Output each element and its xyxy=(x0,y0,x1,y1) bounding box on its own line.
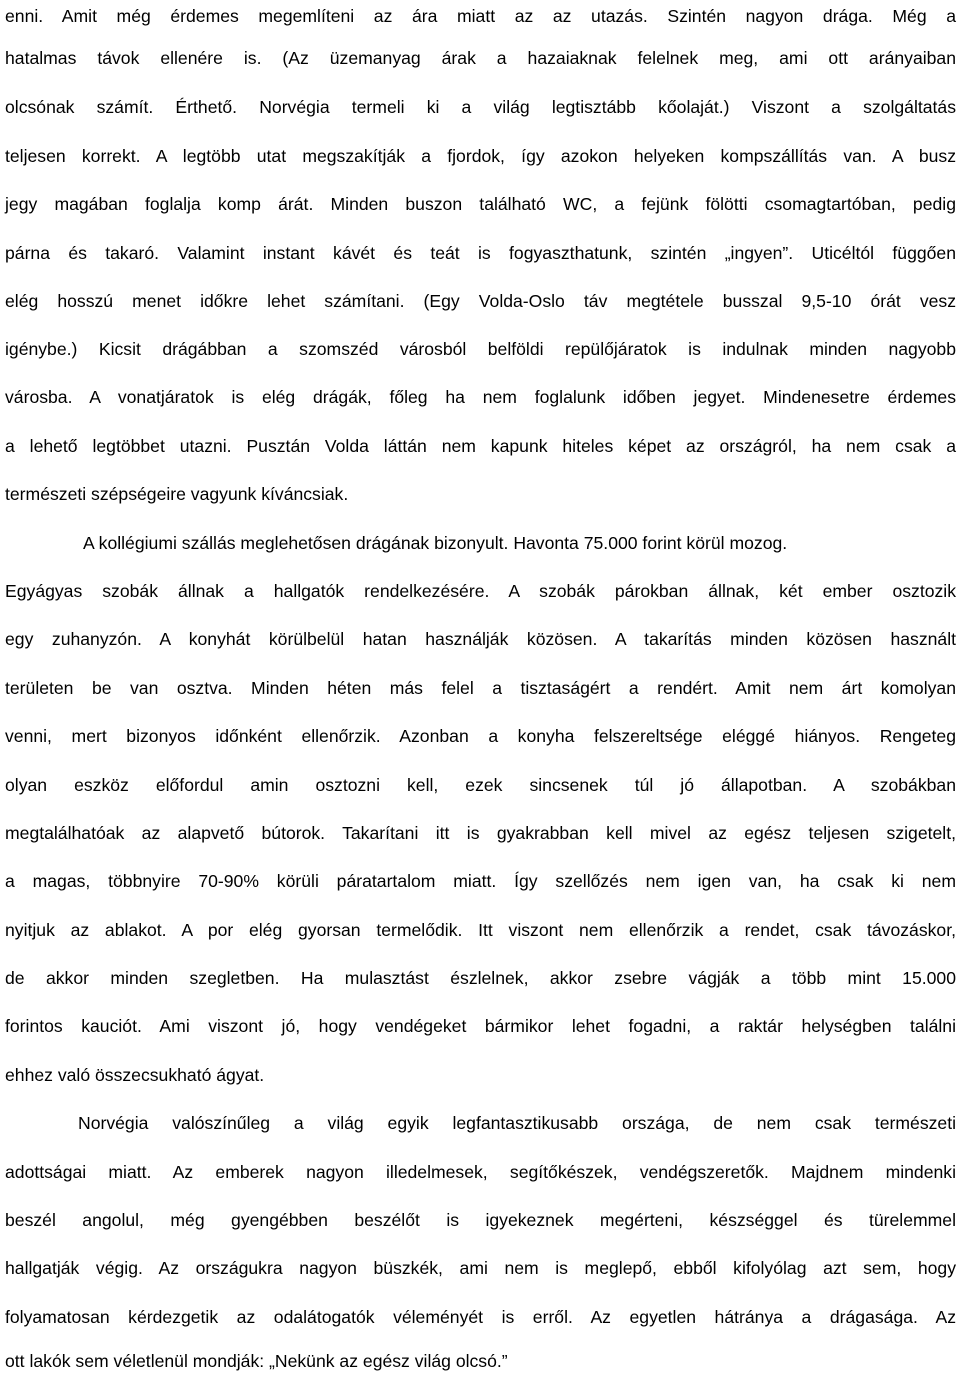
text-line: forintos kauciót. Ami viszont jó, hogy vendégeket bármikor lehet fogadni, a raktár helységben találni xyxy=(5,1016,956,1036)
text-line: ehhez való összecsukható ágyat. xyxy=(5,1065,265,1085)
text-line: enni. Amit még érdemes megemlíteni az ára miatt az az utazás. Szintén nagyon drága. Még a xyxy=(5,6,956,26)
text-line: elég hosszú menet időkre lehet számítani. (Egy Volda-Oslo táv megtétele busszal 9,5-10 órát vesz xyxy=(5,291,956,311)
text-line: beszél angolul, még gyengébben beszélőt is igyekeznek megérteni, készséggel és türelemmel xyxy=(5,1210,956,1230)
text-line: természeti szépségeire vagyunk kíváncsiak. xyxy=(5,484,349,504)
text-line: venni, mert bizonyos időnként ellenőrzik. Azonban a konyha felszereltsége eléggé hiányos. Rengeteg xyxy=(5,726,956,746)
text-line: városba. A vonatjáratok is elég drágák, főleg ha nem foglalunk időben jegyet. Mindenesetre érdemes xyxy=(5,387,956,407)
text-line: párna és takaró. Valamint instant kávét és teát is fogyaszthatunk, szintén „ingyen”. Uticéltól függően xyxy=(5,243,956,263)
text-line: jegy magában foglalja komp árát. Minden buszon található WC, a fejünk fölötti csomagtartóban, pedig xyxy=(5,194,956,214)
text-line: hatalmas távok ellenére is. (Az üzemanyag árak a hazaiaknak felelnek meg, ami ott arányaiban xyxy=(5,48,956,68)
text-line: egy zuhanyzón. A konyhát körülbelül hatan használják közösen. A takarítás minden közösen használt xyxy=(5,629,956,649)
text-line: igénybe.) Kicsit drágábban a szomszéd városból belföldi repülőjáratok is indulnak minden nagyobb xyxy=(5,339,956,359)
text-line: a magas, többnyire 70-90% körüli páratartalom miatt. Így szellőzés nem igen van, ha csak ki nem xyxy=(5,871,956,891)
paragraph-first-line: Norvégia valószínűleg a világ egyik legfantasztikusabb országa, de nem csak természeti xyxy=(78,1113,956,1133)
text-line: Egyágyas szobák állnak a hallgatók rendelkezésére. A szobák párokban állnak, két ember osztozik xyxy=(5,581,956,601)
paragraph-first-line: A kollégiumi szállás meglehetősen drágának bizonyult. Havonta 75.000 forint körül mozog. xyxy=(83,533,788,553)
text-line: nyitjuk az ablakot. A por elég gyorsan termelődik. Itt viszont nem ellenőrzik a rendet, csak távozáskor, xyxy=(5,920,956,940)
text-line: hallgatják végig. Az országukra nagyon büszkék, ami nem is meglepő, ebből kifolyólag azt sem, hogy xyxy=(5,1258,956,1278)
text-line: olcsónak számít. Érthető. Norvégia termeli ki a világ legtisztább kőolaját.) Viszont a szolgáltatás xyxy=(5,97,956,117)
text-line: ott lakók sem véletlenül mondják: „Nekünk az egész világ olcsó.” xyxy=(5,1351,508,1371)
text-line: teljesen korrekt. A legtöbb utat megszakítják a fjordok, így azokon helyeken kompszállítás van. A busz xyxy=(5,146,956,166)
text-line: a lehető legtöbbet utazni. Pusztán Volda láttán nem kapunk hiteles képet az országról, ha nem csak a xyxy=(5,436,956,456)
text-line: folyamatosan kérdezgetik az odalátogatók véleményét is erről. Az egyetlen hátránya a drágasága. Az xyxy=(5,1307,956,1327)
text-line: olyan eszköz előfordul amin osztozni kell, ezek sincsenek túl jó állapotban. A szobákban xyxy=(5,775,956,795)
text-line: adottságai miatt. Az emberek nagyon illedelmesek, segítőkészek, vendégszeretők. Majdnem mindenki xyxy=(5,1162,956,1182)
text-line: területen be van osztva. Minden héten más felel a tisztaságért a rendért. Amit nem árt komolyan xyxy=(5,678,956,698)
text-line: de akkor minden szegletben. Ha mulasztást észlelnek, akkor zsebre vágják a több mint 15.000 xyxy=(5,968,956,988)
text-line: megtalálhatóak az alapvető bútorok. Takarítani itt is gyakrabban kell mivel az egész teljesen szigetelt, xyxy=(5,823,956,843)
